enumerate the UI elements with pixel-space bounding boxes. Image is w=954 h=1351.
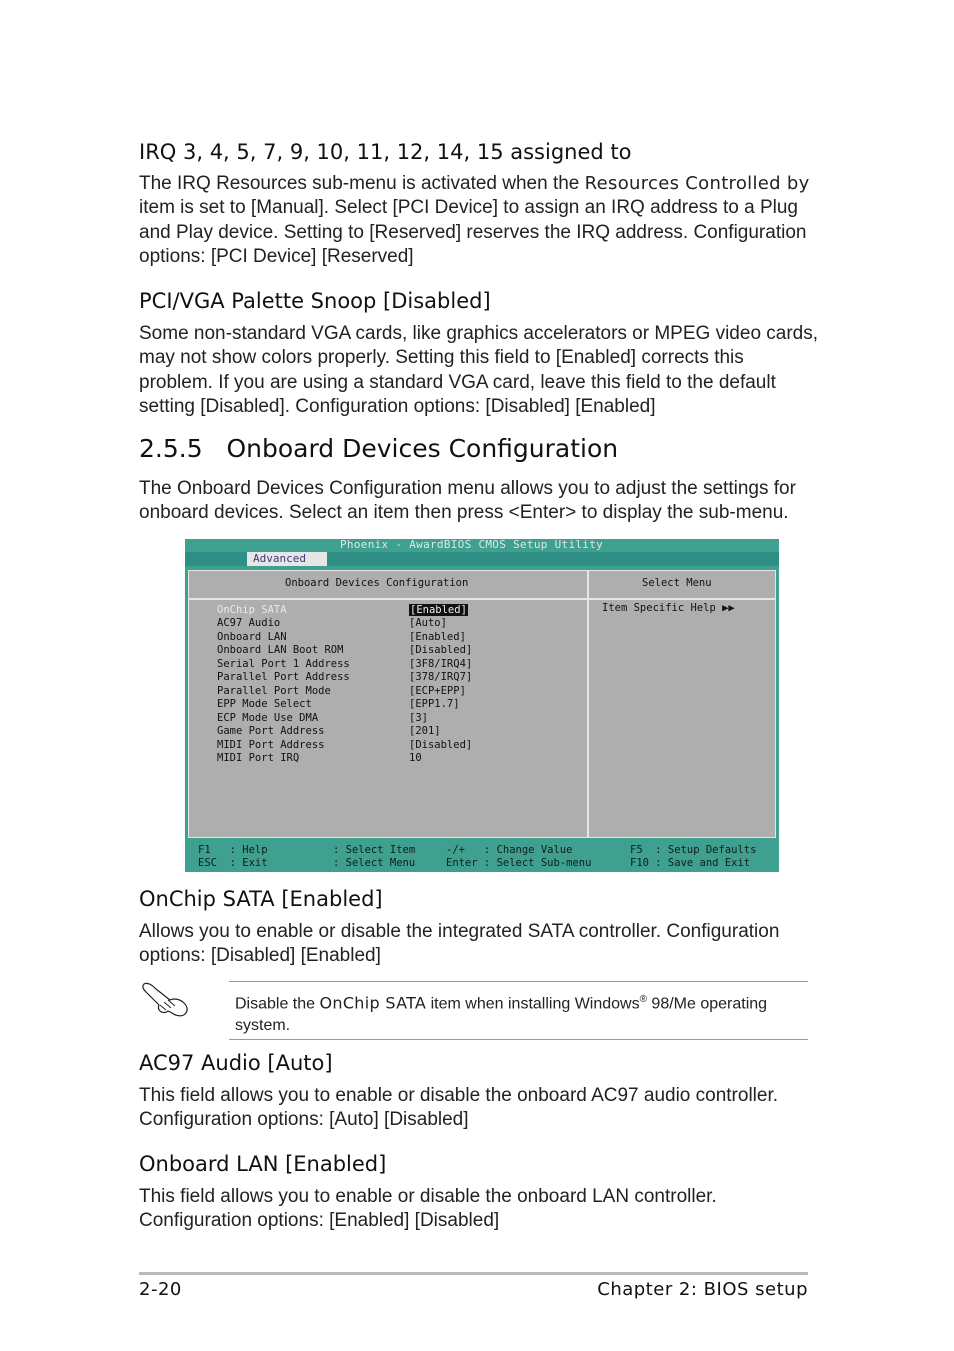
bios-title-bar xyxy=(185,539,779,552)
bios-item-row[interactable] xyxy=(217,698,460,711)
bios-item-row[interactable] xyxy=(217,604,467,617)
bios-item-value-text: [201] xyxy=(409,725,441,738)
bios-right-header: Select Menu xyxy=(642,577,712,589)
note-registered: ® xyxy=(639,994,647,1005)
bios-item-value-text: 10 xyxy=(409,751,422,764)
bios-item-label: Onboard LAN xyxy=(217,630,287,643)
bios-key-select-menu: : Select Menu xyxy=(333,857,416,869)
footer-rule xyxy=(139,1272,808,1275)
bios-item-value[interactable] xyxy=(409,658,472,671)
bios-item-label: Serial Port 1 Address xyxy=(217,657,350,670)
bios-item-value-text: [Disabled] xyxy=(409,738,473,751)
bios-left-header: Onboard Devices Configuration xyxy=(285,577,469,589)
bios-key-enter: Enter : Select Sub-menu xyxy=(446,857,592,869)
bios-key-f1: F1 : Help xyxy=(198,844,268,856)
lan-heading: Onboard LAN [Enabled] xyxy=(139,1152,387,1176)
bios-item-label: Onboard LAN Boot ROM xyxy=(217,644,344,657)
bios-item-label: OnChip SATA xyxy=(217,604,287,616)
sata-heading: OnChip SATA [Enabled] xyxy=(139,887,383,911)
note-text xyxy=(235,989,795,1037)
section-heading: 2.5.5 Onboard Devices Configuration xyxy=(139,434,619,463)
note-mid: item when installing Windows xyxy=(426,995,640,1013)
bios-item-value[interactable] xyxy=(409,752,422,765)
chapter-title: Chapter 2: BIOS setup xyxy=(597,1279,808,1300)
bios-item-row[interactable] xyxy=(217,725,441,738)
bios-item-label: AC97 Audio xyxy=(217,617,281,630)
bios-item-row[interactable] xyxy=(217,751,422,765)
bios-item-value[interactable] xyxy=(409,644,472,657)
irq-paragraph xyxy=(139,172,819,269)
bios-key-select-item: : Select Item xyxy=(333,844,416,856)
bios-item-value-text: [378/IRQ7] xyxy=(409,671,473,684)
bios-item-value[interactable] xyxy=(409,617,447,630)
bios-key-f10: F10 : Save and Exit xyxy=(630,857,751,869)
bios-item-row[interactable] xyxy=(217,738,473,752)
bios-item-value[interactable] xyxy=(409,671,472,684)
ac97-paragraph: This field allows you to enable or disable the onboard AC97 audio controller. Configuration options: [Auto] [Disabled] xyxy=(139,1085,779,1131)
bios-item-row[interactable] xyxy=(217,711,428,725)
bios-item-value[interactable] xyxy=(409,631,466,644)
note-keyword: OnChip SATA xyxy=(319,993,427,1013)
bios-item-value-text: [3] xyxy=(409,711,428,724)
bios-menu-bar xyxy=(185,552,779,566)
bios-item-label: Game Port Address xyxy=(217,725,325,738)
bios-item-row[interactable] xyxy=(217,684,466,698)
bios-key-esc: ESC : Exit xyxy=(198,857,268,869)
bios-item-value[interactable] xyxy=(409,739,472,752)
irq-heading: IRQ 3, 4, 5, 7, 9, 10, 11, 12, 14, 15 assigned to xyxy=(139,140,632,164)
bios-item-value[interactable] xyxy=(409,698,460,711)
bios-item-value-text: [3F8/IRQ4] xyxy=(409,657,473,670)
sata-paragraph: Allows you to enable or disable the integrated SATA controller. Configuration options: [Disabled] [Enabled] xyxy=(139,921,780,967)
bios-item-row[interactable] xyxy=(217,671,473,684)
bios-item-value-text: [EPP1.7] xyxy=(409,698,460,711)
ac97-heading: AC97 Audio [Auto] xyxy=(139,1051,333,1075)
hand-icon xyxy=(140,980,192,1020)
bios-item-value[interactable] xyxy=(409,712,428,725)
bios-item-help: Item Specific Help ▶▶ xyxy=(602,602,735,614)
bios-item-value-text: [ECP+EPP] xyxy=(409,684,466,697)
bios-item-label: Parallel Port Mode xyxy=(217,684,331,697)
bios-item-value[interactable] xyxy=(409,725,441,738)
irq-keyword: Resources Controlled by xyxy=(584,173,810,194)
bios-item-row[interactable] xyxy=(217,644,473,657)
irq-text-1: The IRQ Resources sub-menu is activated when the xyxy=(139,173,585,194)
bios-tab-advanced[interactable]: Advanced xyxy=(247,552,327,566)
bios-item-value[interactable] xyxy=(409,604,468,617)
bios-item-row[interactable] xyxy=(217,617,447,630)
bios-item-value[interactable] xyxy=(409,685,466,698)
bios-divider-horizontal xyxy=(188,598,776,600)
bios-divider-vertical xyxy=(587,570,589,838)
bios-title: Phoenix - AwardBIOS CMOS Setup Utility xyxy=(340,539,604,551)
bios-key-change: -/+ : Change Value xyxy=(446,844,573,856)
bios-item-label: EPP Mode Select xyxy=(217,698,312,711)
bios-item-label: MIDI Port Address xyxy=(217,738,325,751)
bios-item-row[interactable] xyxy=(217,630,466,644)
bios-item-label: MIDI Port IRQ xyxy=(217,751,300,764)
page-number: 2-20 xyxy=(139,1279,182,1300)
irq-text-2: item is set to [Manual]. Select [PCI Device] to assign an IRQ address to a Plug and Play device. Setting to [Reserved] reserves the IRQ address. Configuration options: [PCI Device] [Reserved] xyxy=(139,197,807,267)
bios-item-value-text: [Disabled] xyxy=(409,644,473,657)
bios-key-f5: F5 : Setup Defaults xyxy=(630,844,757,856)
bios-item-label: ECP Mode Use DMA xyxy=(217,711,319,724)
onboard-paragraph: The Onboard Devices Configuration menu allows you to adjust the settings for onboard devices. Select an item then press <Enter> to display the sub-menu. xyxy=(139,478,796,524)
lan-paragraph: This field allows you to enable or disable the onboard LAN controller. Configuration options: [Enabled] [Disabled] xyxy=(139,1186,717,1232)
note-post: 98/Me operating system. xyxy=(235,995,768,1035)
bios-item-label: Parallel Port Address xyxy=(217,671,350,684)
bios-screenshot xyxy=(185,539,779,872)
bios-item-value-text: [Enabled] xyxy=(410,604,467,616)
note-pre: Disable the xyxy=(235,995,320,1013)
bios-item-value-text: [Auto] xyxy=(409,617,447,630)
bios-item-row[interactable] xyxy=(217,657,473,671)
note-box xyxy=(229,981,808,1040)
bios-footer xyxy=(185,841,779,872)
bios-item-value-text: [Enabled] xyxy=(409,630,466,643)
palette-paragraph: Some non-standard VGA cards, like graphics accelerators or MPEG video cards, may not show colors properly. Setting this field to [Enabled] corrects this problem. If you are using a standard VGA card, leave this field to the default setting [Disabled]. Configuration options: [Disabled] [Enabled] xyxy=(139,323,819,417)
palette-heading: PCI/VGA Palette Snoop [Disabled] xyxy=(139,289,491,313)
